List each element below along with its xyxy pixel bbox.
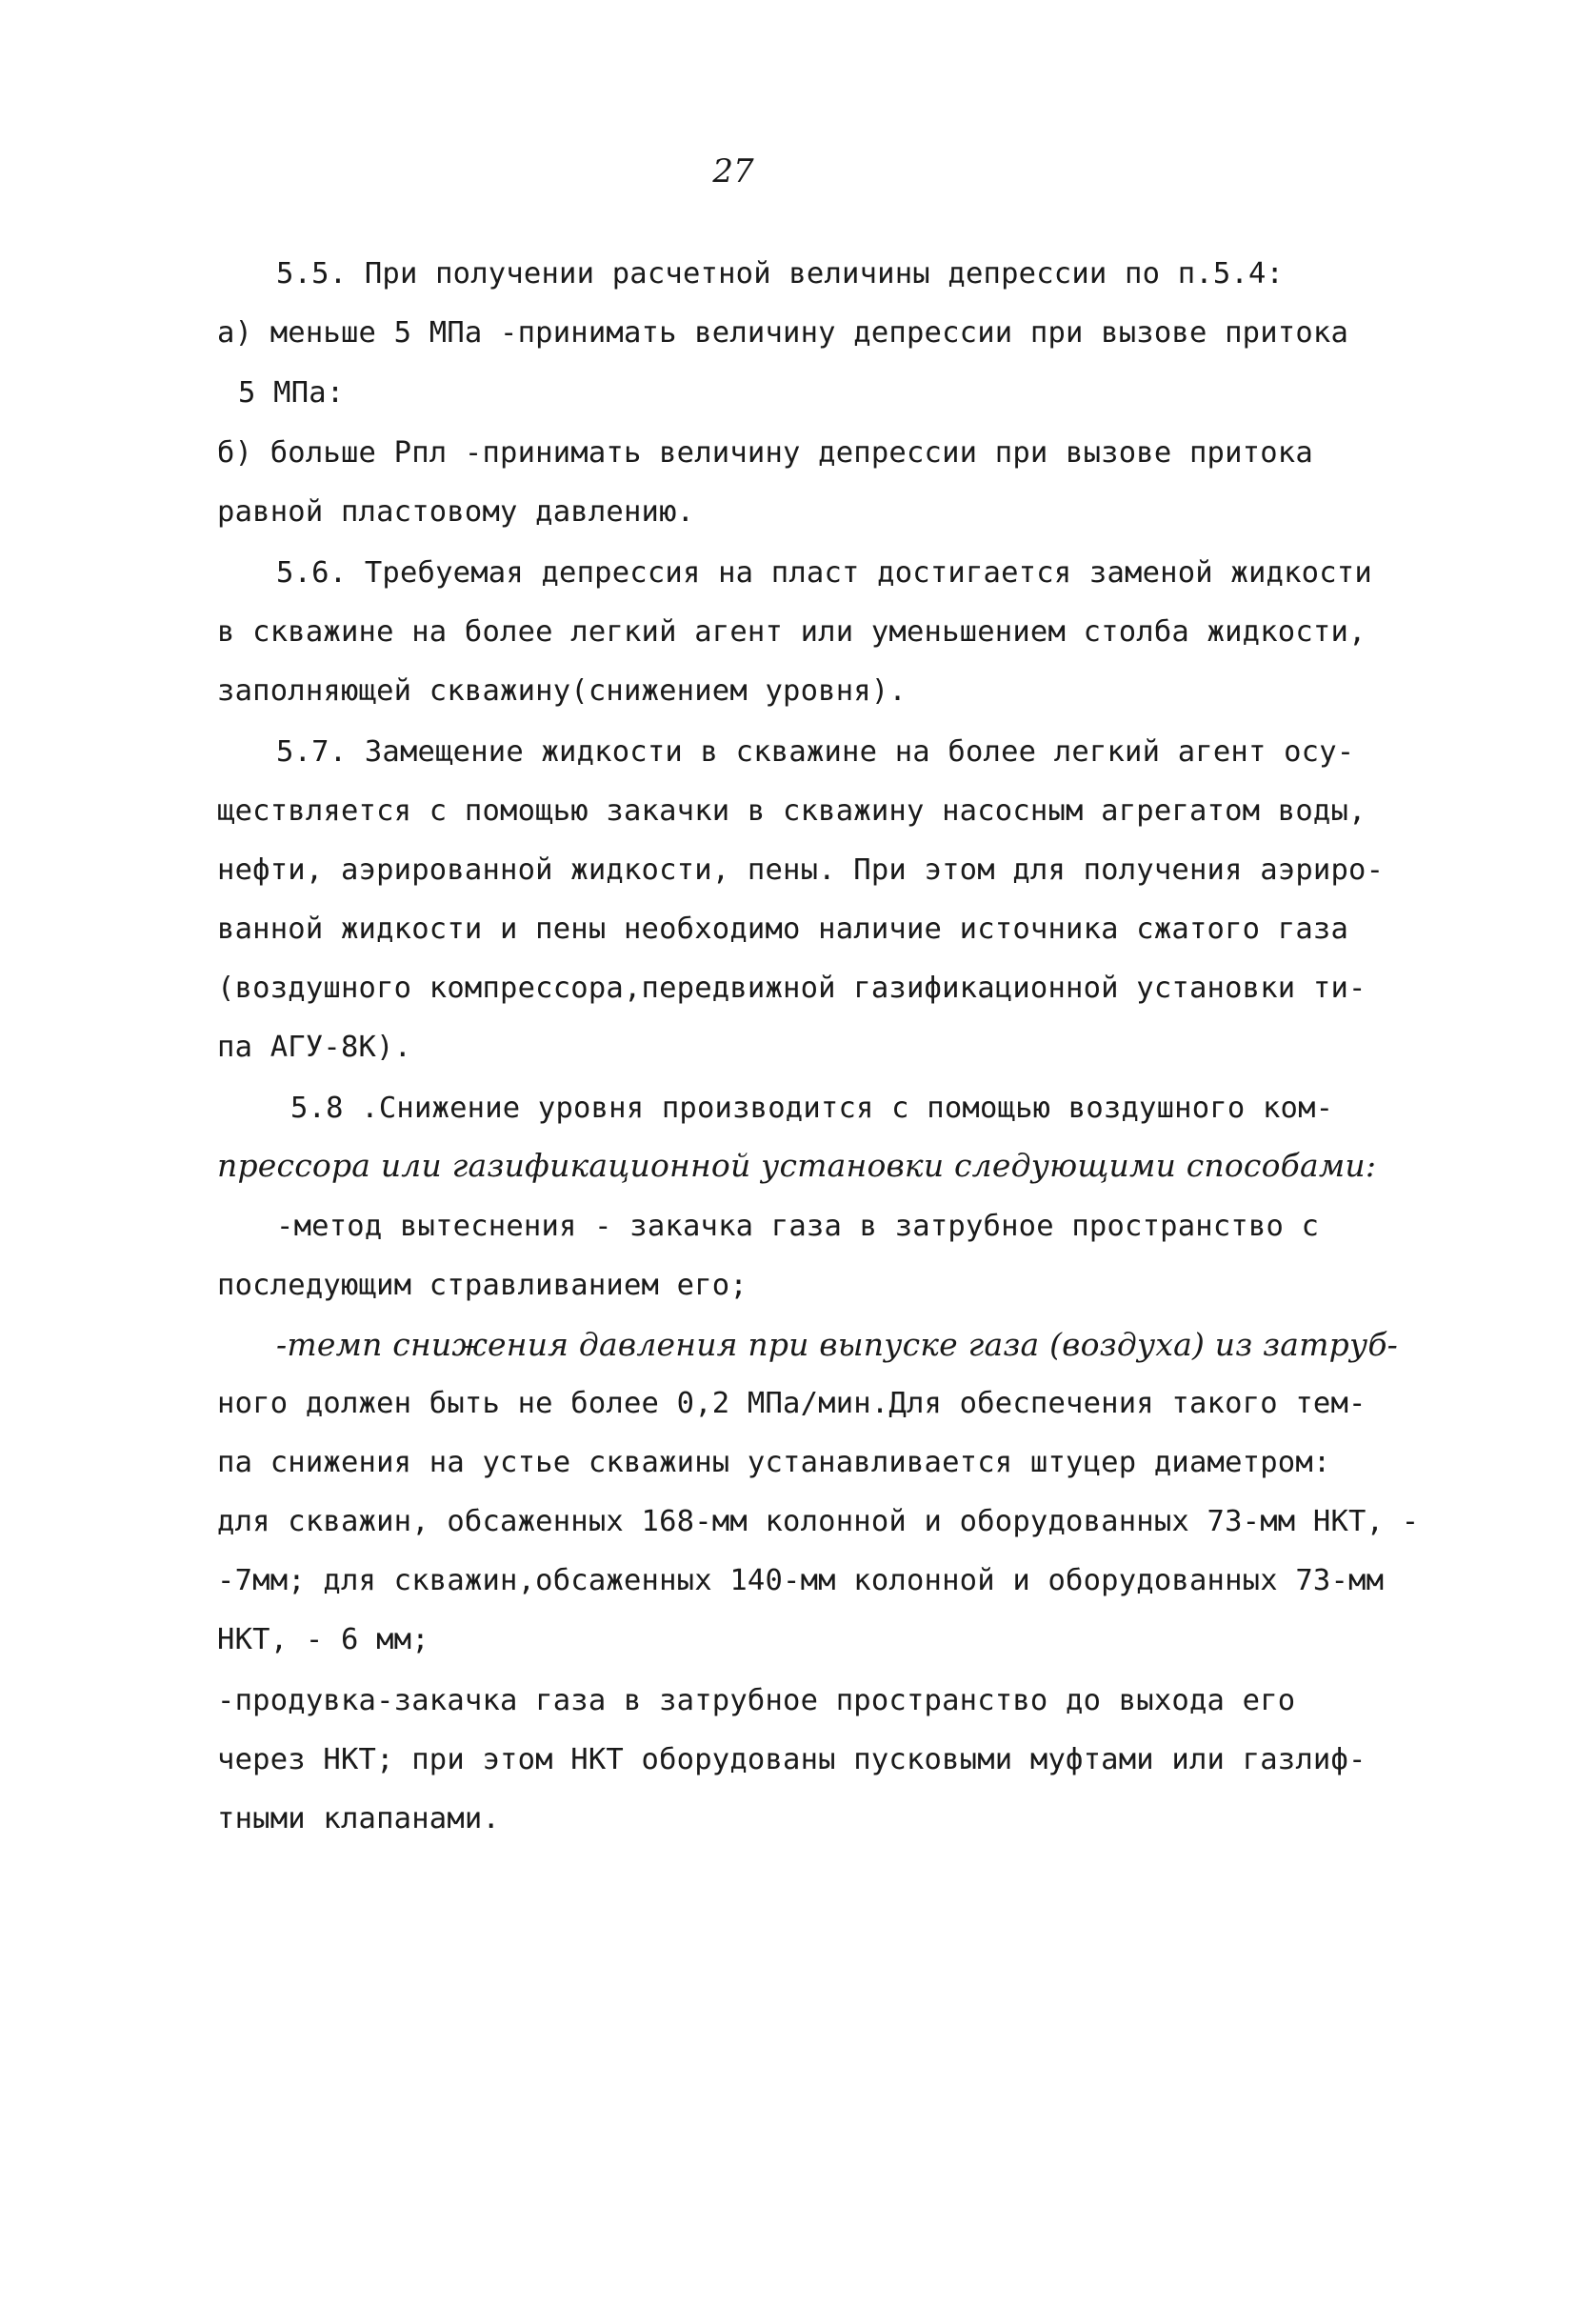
text-line: ванной жидкости и пены необходимо наличие источника сжатого газа [217,912,1349,946]
text-line: а) меньше 5 МПа -принимать величину депрессии при вызове притока [217,316,1349,350]
text-line: НКТ, - 6 мм; [217,1623,429,1656]
text-line: тными клапанами. [217,1802,501,1835]
text-line: 5 МПа: [238,376,345,410]
text-line: нефти, аэрированной жидкости, пены. При этом для получения аэриро- [217,853,1385,887]
text-line: -продувка-закачка газа в затрубное пространство до выхода его [217,1684,1296,1717]
text-line: па АГУ-8К). [217,1031,412,1064]
page-number: 27 [712,152,754,190]
text-line: равной пластовому давлению. [217,495,695,529]
text-line: для скважин, обсаженных 168-мм колонной и оборудованных 73-мм НКТ, - [217,1505,1420,1538]
text-line: прессора или газификационной установки следующими способами: [217,1147,1377,1184]
text-line: последующим стравливанием его; [217,1269,748,1302]
text-line: 5.8 .Снижение уровня производится с помощью воздушного ком- [290,1092,1334,1125]
text-line: -темп снижения давления при выпуске газа (воздуха) из затруб- [276,1326,1399,1363]
text-line: ного должен быть не более 0,2 МПа/мин.Для обеспечения такого тем- [217,1387,1367,1420]
text-line: па снижения на устье скважины устанавливается штуцер диаметром: [217,1446,1331,1479]
text-line: заполняющей скважину(снижением уровня). [217,674,907,708]
text-line: ществляется с помощью закачки в скважину насосным агрегатом воды, [217,794,1367,828]
text-line: через НКТ; при этом НКТ оборудованы пусковыми муфтами или газлиф- [217,1743,1367,1776]
text-line: 5.5. При получении расчетной величины депрессии по п.5.4: [276,257,1285,291]
text-line: 5.7. Замещение жидкости в скважине на более легкий агент осу- [276,735,1355,769]
text-line: б) больше Рпл -принимать величину депрессии при вызове притока [217,436,1313,470]
text-line: -7мм; для скважин,обсаженных 140-мм колонной и оборудованных 73-мм [217,1564,1385,1597]
text-line: -метод вытеснения - закачка газа в затрубное пространство с [276,1210,1320,1243]
text-line: 5.6. Требуемая депрессия на пласт достигается заменой жидкости [276,556,1372,590]
text-line: в скважине на более легкий агент или уменьшением столба жидкости, [217,615,1367,649]
text-line: (воздушного компрессора,передвижной газификационной установки ти- [217,972,1367,1005]
